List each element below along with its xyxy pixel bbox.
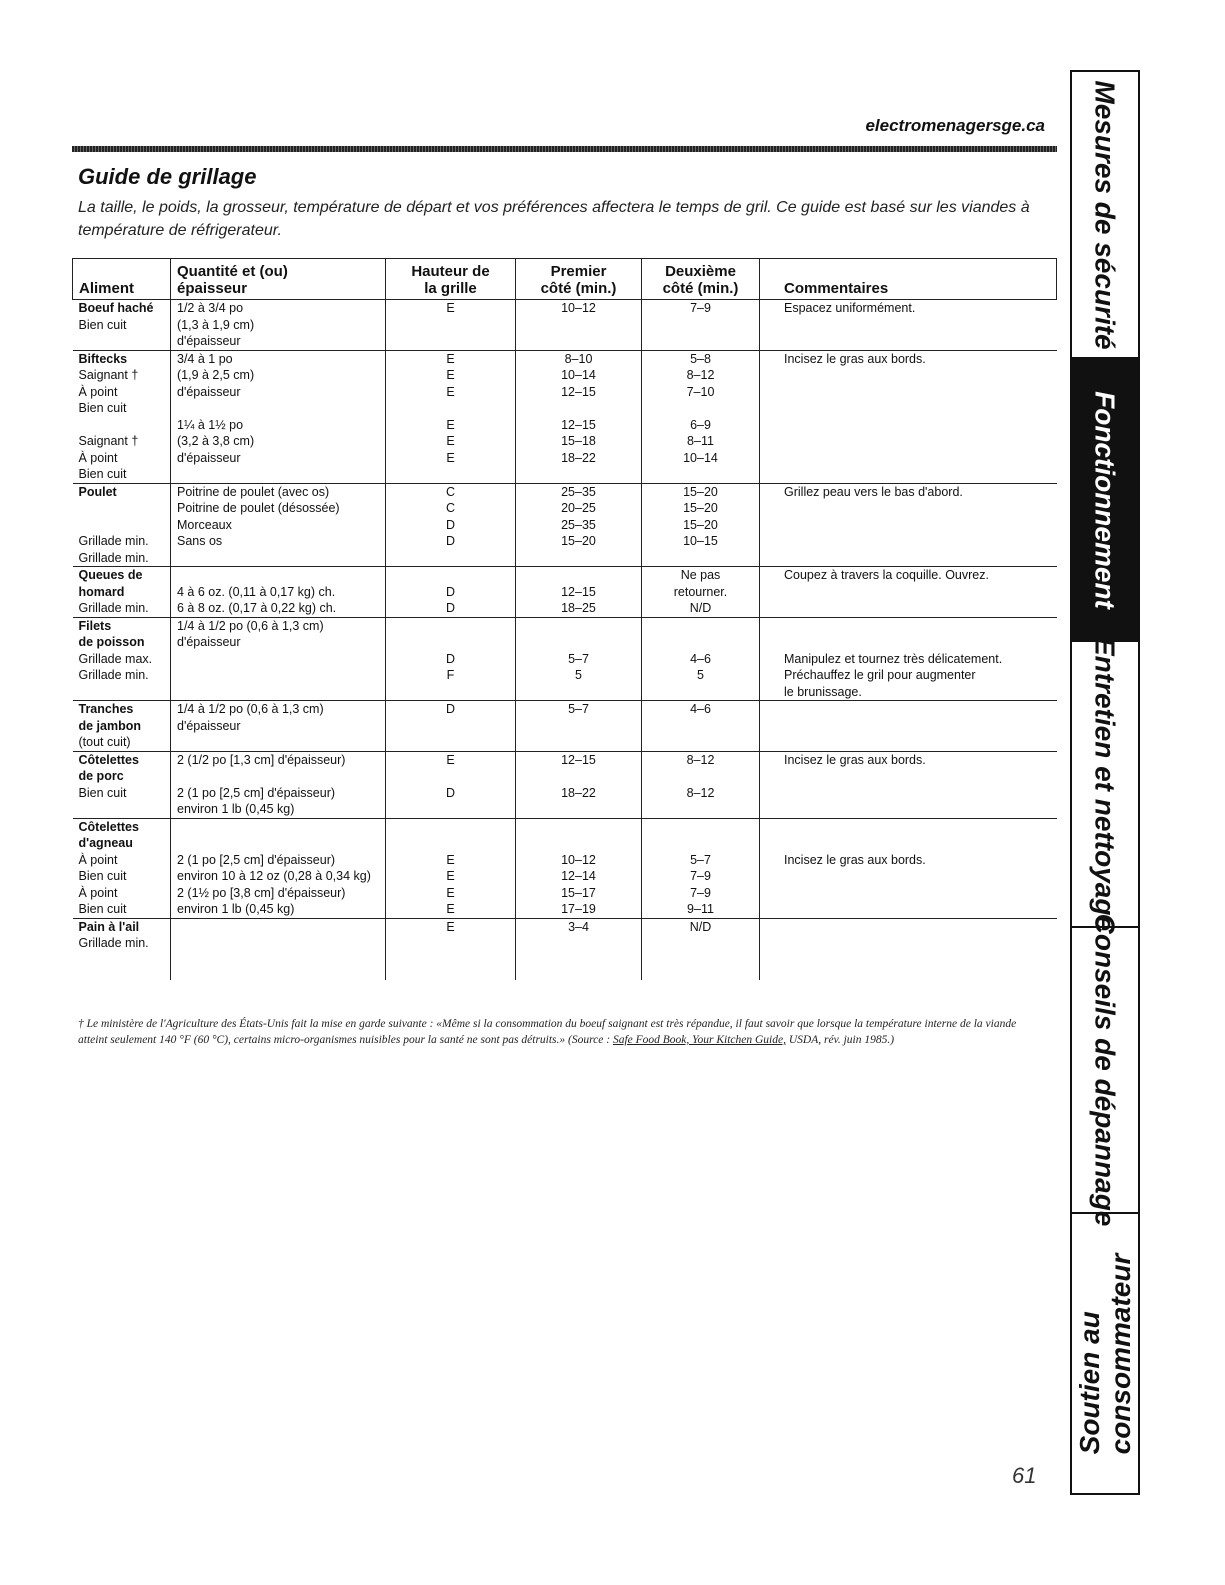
second-side-cell: 5–7 7–9 7–9 9–11 xyxy=(642,818,760,918)
page-number: 61 xyxy=(1012,1463,1037,1488)
first-side-cell: 10–12 xyxy=(516,300,642,351)
aliment-cell xyxy=(73,567,171,618)
intro-text: La taille, le poids, la grosseur, température de départ et vos préférences affectera le temps de gril. Ce guide est basé sur les viandes à température de réfrigerateur. xyxy=(78,199,1030,239)
aliment-doneness: Grillade min. Grillade min. xyxy=(78,534,149,565)
first-side-cell: 3–4 xyxy=(516,918,642,980)
comment-cell: Espacez uniformément. xyxy=(760,300,1057,351)
aliment-doneness: Grillade min. xyxy=(78,601,149,615)
aliment-name: Pain à l'ail xyxy=(78,919,140,934)
quantity-cell: Poitrine de poulet (avec os) Poitrine de poulet (désossée) Morceaux Sans os xyxy=(171,483,386,567)
aliment-doneness: Grillade max. Grillade min. xyxy=(78,651,153,682)
aliment-name: Côtelettes d'agneau xyxy=(78,819,139,850)
second-side-cell: 8–12 8–12 xyxy=(642,751,760,818)
comment-cell: Grillez peau vers le bas d'abord. xyxy=(760,483,1057,567)
footnote-text: † Le ministère de l'Agriculture des États-Unis fait la mise en garde suivante : «Même si la consommation du boeuf saignant est très répandue, il faut savoir que lorsque la température interne de la viande atteint seulement 140 °F (60 °C), certains micro-organismes nuisibles pour la santé ne sont pas détruits.» (Source : xyxy=(78,1018,1017,1046)
aliment-doneness: Bien cuit xyxy=(78,317,127,332)
quantity-cell: 1/4 à 1/2 po (0,6 à 1,3 cm) d'épaisseur xyxy=(171,617,386,701)
table-row xyxy=(73,918,1057,980)
first-side-cell: 25–35 20–25 25–35 15–20 xyxy=(516,483,642,567)
comment-cell: Manipulez et tournez très délicatement. Préchauffez le gril pour augmenter le brunissage. xyxy=(760,617,1057,701)
aliment-cell xyxy=(73,751,171,818)
table-row xyxy=(73,300,1057,351)
page-title: Guide de grillage xyxy=(78,164,257,189)
tab-label: Mesures de sécurité xyxy=(1089,79,1121,350)
second-side-cell: N/D xyxy=(642,918,760,980)
tab-entretien-et-nettoyage[interactable] xyxy=(1072,636,1138,932)
quantity-cell: 4 à 6 oz. (0,11 à 0,17 kg) ch. 6 à 8 oz. (0,17 à 0,22 kg) ch. xyxy=(171,567,386,618)
aliment-name: Poulet xyxy=(78,484,117,499)
second-side-cell: 15–20 15–20 15–20 10–15 xyxy=(642,483,760,567)
footnote-end: USDA, rév. juin 1985.) xyxy=(785,1034,895,1046)
quantity-cell: 1/2 à 3/4 po (1,3 à 1,9 cm) d'épaisseur xyxy=(171,300,386,351)
aliment-name: Queues de homard xyxy=(78,568,143,599)
header-hauteur: Hauteur de la grille xyxy=(386,259,516,300)
first-side-cell: 12–15 18–22 xyxy=(516,751,642,818)
tab-mesures-de-securite[interactable] xyxy=(1072,72,1138,359)
tab-label: Soutien au consommateur xyxy=(1074,1253,1136,1454)
aliment-doneness: À point Bien cuit À point Bien cuit xyxy=(78,852,127,916)
aliment-doneness: Grillade min. xyxy=(78,936,149,950)
table-row xyxy=(73,350,1057,483)
header-deuxieme: Deuxième côté (min.) xyxy=(642,259,760,300)
comment-cell: Incisez le gras aux bords. xyxy=(760,751,1057,818)
aliment-cell xyxy=(73,701,171,752)
section-tabs xyxy=(1070,70,1140,1495)
aliment-name: Boeuf haché xyxy=(78,301,154,315)
header-commentaires: Commentaires xyxy=(760,259,1057,300)
first-side-cell: 5–7 5 xyxy=(516,617,642,701)
tab-soutien-au-consommateur[interactable] xyxy=(1072,1214,1138,1493)
second-side-cell: 7–9 xyxy=(642,300,760,351)
aliment-cell xyxy=(73,300,171,351)
table-row xyxy=(73,617,1057,701)
aliment-cell xyxy=(73,483,171,567)
site-url: electromenagersge.ca xyxy=(865,116,1045,135)
quantity-cell: 3/4 à 1 po (1,9 à 2,5 cm) d'épaisseur 1¼ à 1½ po (3,2 à 3,8 cm) d'épaisseur xyxy=(171,350,386,483)
header-premier: Premier côté (min.) xyxy=(516,259,642,300)
first-side-cell: 12–15 18–25 xyxy=(516,567,642,618)
comment-cell xyxy=(760,701,1057,752)
aliment-name: Filets de poisson xyxy=(78,618,145,649)
first-side-cell: 10–12 12–14 15–17 17–19 xyxy=(516,818,642,918)
aliment-cell xyxy=(73,617,171,701)
aliment-name: Côtelettes de porc xyxy=(78,752,139,783)
table-row xyxy=(73,567,1057,618)
second-side-cell: 5–8 8–12 7–10 6–9 8–11 10–14 xyxy=(642,350,760,483)
tab-label: Entretien et nettoyage xyxy=(1089,636,1121,932)
quantity-cell: 1/4 à 1/2 po (0,6 à 1,3 cm) d'épaisseur xyxy=(171,701,386,752)
first-side-cell: 5–7 xyxy=(516,701,642,752)
rack-height-cell: E D xyxy=(386,751,516,818)
first-side-cell: 8–10 10–14 12–15 12–15 15–18 18–22 xyxy=(516,350,642,483)
rack-height-cell: E E E E xyxy=(386,818,516,918)
header-quantite: Quantité et (ou) épaisseur xyxy=(171,259,386,300)
comment-cell: Incisez le gras aux bords. xyxy=(760,350,1057,483)
tab-label: Fonctionnement xyxy=(1089,390,1121,609)
quantity-cell: 2 (1/2 po [1,3 cm] d'épaisseur) 2 (1 po [2,5 cm] d'épaisseur) environ 1 lb (0,45 kg) xyxy=(171,751,386,818)
comment-cell: Coupez à travers la coquille. Ouvrez. xyxy=(760,567,1057,618)
quantity-cell xyxy=(171,918,386,980)
table-row xyxy=(73,483,1057,567)
tab-label: Conseils de dépannage xyxy=(1089,913,1121,1227)
rack-height-cell: D D xyxy=(386,567,516,618)
aliment-doneness: Saignant † À point Bien cuit Saignant † À point Bien cuit xyxy=(78,368,139,481)
tab-fonctionnement[interactable] xyxy=(1072,359,1138,642)
second-side-cell: 4–6 xyxy=(642,701,760,752)
footnote xyxy=(78,1016,1038,1048)
rack-height-cell: E E E E E E xyxy=(386,350,516,483)
grilling-guide-table xyxy=(72,258,1057,980)
aliment-cell xyxy=(73,350,171,483)
second-side-cell: Ne pas retourner. N/D xyxy=(642,567,760,618)
rack-height-cell: C C D D xyxy=(386,483,516,567)
aliment-name: Biftecks xyxy=(78,351,128,366)
aliment-doneness: Bien cuit xyxy=(78,785,127,800)
quantity-cell: 2 (1 po [2,5 cm] d'épaisseur) environ 10 à 12 oz (0,28 à 0,34 kg) 2 (1½ po [3,8 cm] d'épaisseur) environ 1 lb (0,45 kg) xyxy=(171,818,386,918)
rack-height-cell: D xyxy=(386,701,516,752)
rack-height-cell: D F xyxy=(386,617,516,701)
tab-conseils-de-depannage[interactable] xyxy=(1072,913,1138,1227)
table-row xyxy=(73,818,1057,918)
table-row xyxy=(73,751,1057,818)
aliment-name: Tranches de jambon xyxy=(78,702,142,733)
aliment-doneness: (tout cuit) xyxy=(78,735,131,749)
aliment-cell xyxy=(73,918,171,980)
footnote-source: Safe Food Book, Your Kitchen Guide, xyxy=(612,1034,786,1046)
aliment-cell xyxy=(73,818,171,918)
rack-height-cell: E xyxy=(386,300,516,351)
comment-cell xyxy=(760,918,1057,980)
table-header-row xyxy=(73,259,1057,300)
table-row xyxy=(73,701,1057,752)
header-rule xyxy=(72,146,1057,152)
comment-cell: Incisez le gras aux bords. xyxy=(760,818,1057,918)
rack-height-cell: E xyxy=(386,918,516,980)
header-aliment: Aliment xyxy=(73,259,171,300)
second-side-cell: 4–6 5 xyxy=(642,617,760,701)
